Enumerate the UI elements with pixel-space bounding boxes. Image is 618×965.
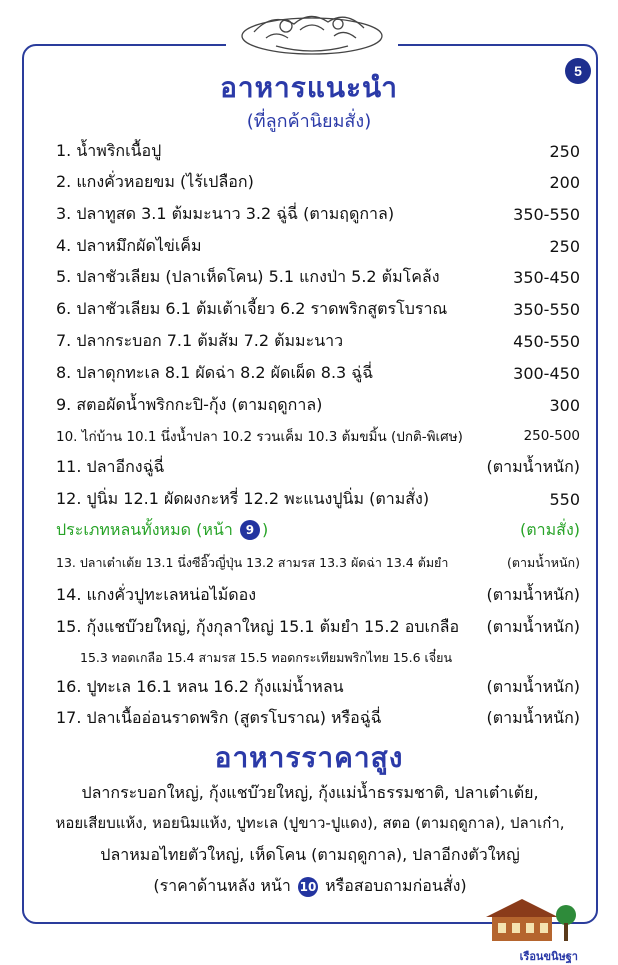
premium-list	[30, 777, 590, 901]
page-number-badge: 5	[565, 58, 591, 84]
menu-item	[56, 136, 580, 166]
item-price: (ตามน้ำหนัก)	[486, 616, 580, 636]
item-name: 11. ปลาอีกงฉู่ฉี่	[56, 456, 165, 476]
menu-item	[56, 484, 580, 514]
menu-item	[56, 294, 580, 324]
item-price: 450-550	[513, 331, 580, 351]
food-illustration	[226, 2, 398, 60]
item-price: (ตามน้ำหนัก)	[486, 584, 580, 604]
menu-item	[56, 580, 580, 610]
item-name: 16. ปูทะเล 16.1 หลน 16.2 กุ้งแม่น้ำหลน	[56, 676, 344, 696]
item-name: 5. ปลาชัวเลียม (ปลาเห็ดโคน) 5.1 แกงป่า 5.2 ต้มโคล้ง	[56, 266, 440, 286]
menu-item	[56, 672, 580, 702]
item-name: 4. ปลาหมึกผัดไข่เค็ม	[56, 235, 202, 255]
premium-page-badge: 10	[298, 877, 318, 897]
premium-note-prefix: (ราคาด้านหลัง หน้า	[153, 876, 291, 895]
item-price: 300-450	[513, 363, 580, 383]
item-price: 250	[549, 141, 580, 161]
category-page-badge: 9	[240, 520, 260, 540]
premium-line: ปลาหมอไทยตัวใหญ่, เห็ดโคน (ตามฤดูกาล), ปลาอีกงตัวใหญ่	[100, 845, 520, 864]
category-name: ประเภทหลนทั้งหมด	[56, 519, 192, 539]
item-price: (ตามน้ำหนัก)	[506, 555, 580, 570]
menu-item	[56, 452, 580, 482]
section-title-recommended: อาหารแนะนำ	[220, 71, 398, 104]
item-name: 9. สตอผัดน้ำพริกกะปิ-กุ้ง (ตามฤดูกาล)	[56, 394, 323, 414]
menu-item	[56, 612, 580, 642]
category-price: (ตามสั่ง)	[520, 519, 580, 539]
category-page-prefix: (หน้า	[196, 519, 233, 539]
item-name: 10. ไก่บ้าน 10.1 นึ่งน้ำปลา 10.2 รวนเค็ม 10.3 ต้มขมิ้น (ปกติ-พิเศษ)	[56, 429, 463, 445]
house-icon	[478, 893, 578, 943]
menu-item	[56, 548, 580, 578]
item-name: 7. ปลากระบอก 7.1 ต้มส้ม 7.2 ต้มมะนาว	[56, 330, 344, 350]
menu-item	[56, 262, 580, 292]
menu-item	[56, 231, 580, 261]
premium-note-suffix: หรือสอบถามก่อนสั่ง)	[325, 876, 467, 895]
menu-item	[56, 390, 580, 420]
menu-item	[56, 421, 580, 451]
menu-item	[56, 358, 580, 388]
item-name: 2. แกงคั่วหอยขม (ไร้เปลือก)	[56, 171, 254, 191]
category-row	[56, 515, 580, 545]
item-name: 3. ปลาทูสด 3.1 ต้มมะนาว 3.2 ฉู่ฉี่ (ตามฤดูกาล)	[56, 203, 395, 223]
premium-line: หอยเสียบแห้ง, หอยนิมแห้ง, ปูทะเล (ปูขาว-ปูแดง), สตอ (ตามฤดูกาล), ปลาเก๋า,	[55, 814, 565, 832]
item-name: 12. ปูนิ่ม 12.1 ผัดผงกะหรี่ 12.2 พะแนงปูนิ่ม (ตามสั่ง)	[56, 488, 430, 508]
menu-item	[56, 199, 580, 229]
item-15-options: 15.3 ทอดเกลือ 15.4 สามรส 15.5 ทอดกระเทียมพริกไทย 15.6 เจี๋ยน	[80, 650, 453, 665]
restaurant-logo	[478, 893, 578, 963]
item-price: 350-450	[513, 267, 580, 287]
item-price: 200	[549, 172, 580, 192]
item-price: (ตามน้ำหนัก)	[486, 676, 580, 696]
item-price: 550	[549, 489, 580, 509]
item-price: (ตามน้ำหนัก)	[486, 456, 580, 476]
menu-item	[56, 326, 580, 356]
item-name: 6. ปลาชัวเลียม 6.1 ต้มเต้าเจี้ยว 6.2 ราดพริกสูตรโบราณ	[56, 298, 448, 318]
item-price: 250	[549, 236, 580, 256]
category-page-suffix: )	[261, 519, 269, 539]
logo-caption: เรือนขนิษฐา	[519, 950, 578, 963]
item-price: 350-550	[513, 299, 580, 319]
item-price: (ตามน้ำหนัก)	[486, 707, 580, 727]
item-price: 250-500	[523, 428, 580, 444]
item-name: 17. ปลาเนื้ออ่อนราดพริก (สูตรโบราณ) หรือฉู่ฉี่	[56, 707, 382, 727]
item-name: 14. แกงคั่วปูทะเลหน่อไม้ดอง	[56, 584, 257, 604]
item-name: 15. กุ้งแชบ๊วยใหญ่, กุ้งกุลาใหญ่ 15.1 ต้มยำ 15.2 อบเกลือ	[56, 616, 460, 636]
item-name: 8. ปลาดุกทะเล 8.1 ผัดฉ่า 8.2 ผัดเผ็ด 8.3 ฉู่ฉี่	[56, 362, 374, 382]
menu-item	[56, 167, 580, 197]
item-name: 13. ปลาเต๋าเต้ย 13.1 นึ่งซีอิ๊วญี่ปุ่น 13.2 สามรส 13.3 ผัดฉ่า 13.4 ต้มยำ	[56, 555, 449, 570]
item-name: 1. น้ำพริกเนื้อปู	[56, 140, 162, 160]
premium-line: ปลากระบอกใหญ่, กุ้งแชบ๊วยใหญ่, กุ้งแม่น้ำธรรมชาติ, ปลาเต๋าเต้ย,	[81, 783, 539, 802]
item-price: 350-550	[513, 204, 580, 224]
section-title-premium: อาหารราคาสูง	[214, 741, 404, 774]
category-label	[56, 518, 268, 543]
menu-item	[56, 703, 580, 733]
item-price: 300	[549, 395, 580, 415]
section-subtitle: (ที่ลูกค้านิยมสั่ง)	[246, 111, 372, 132]
